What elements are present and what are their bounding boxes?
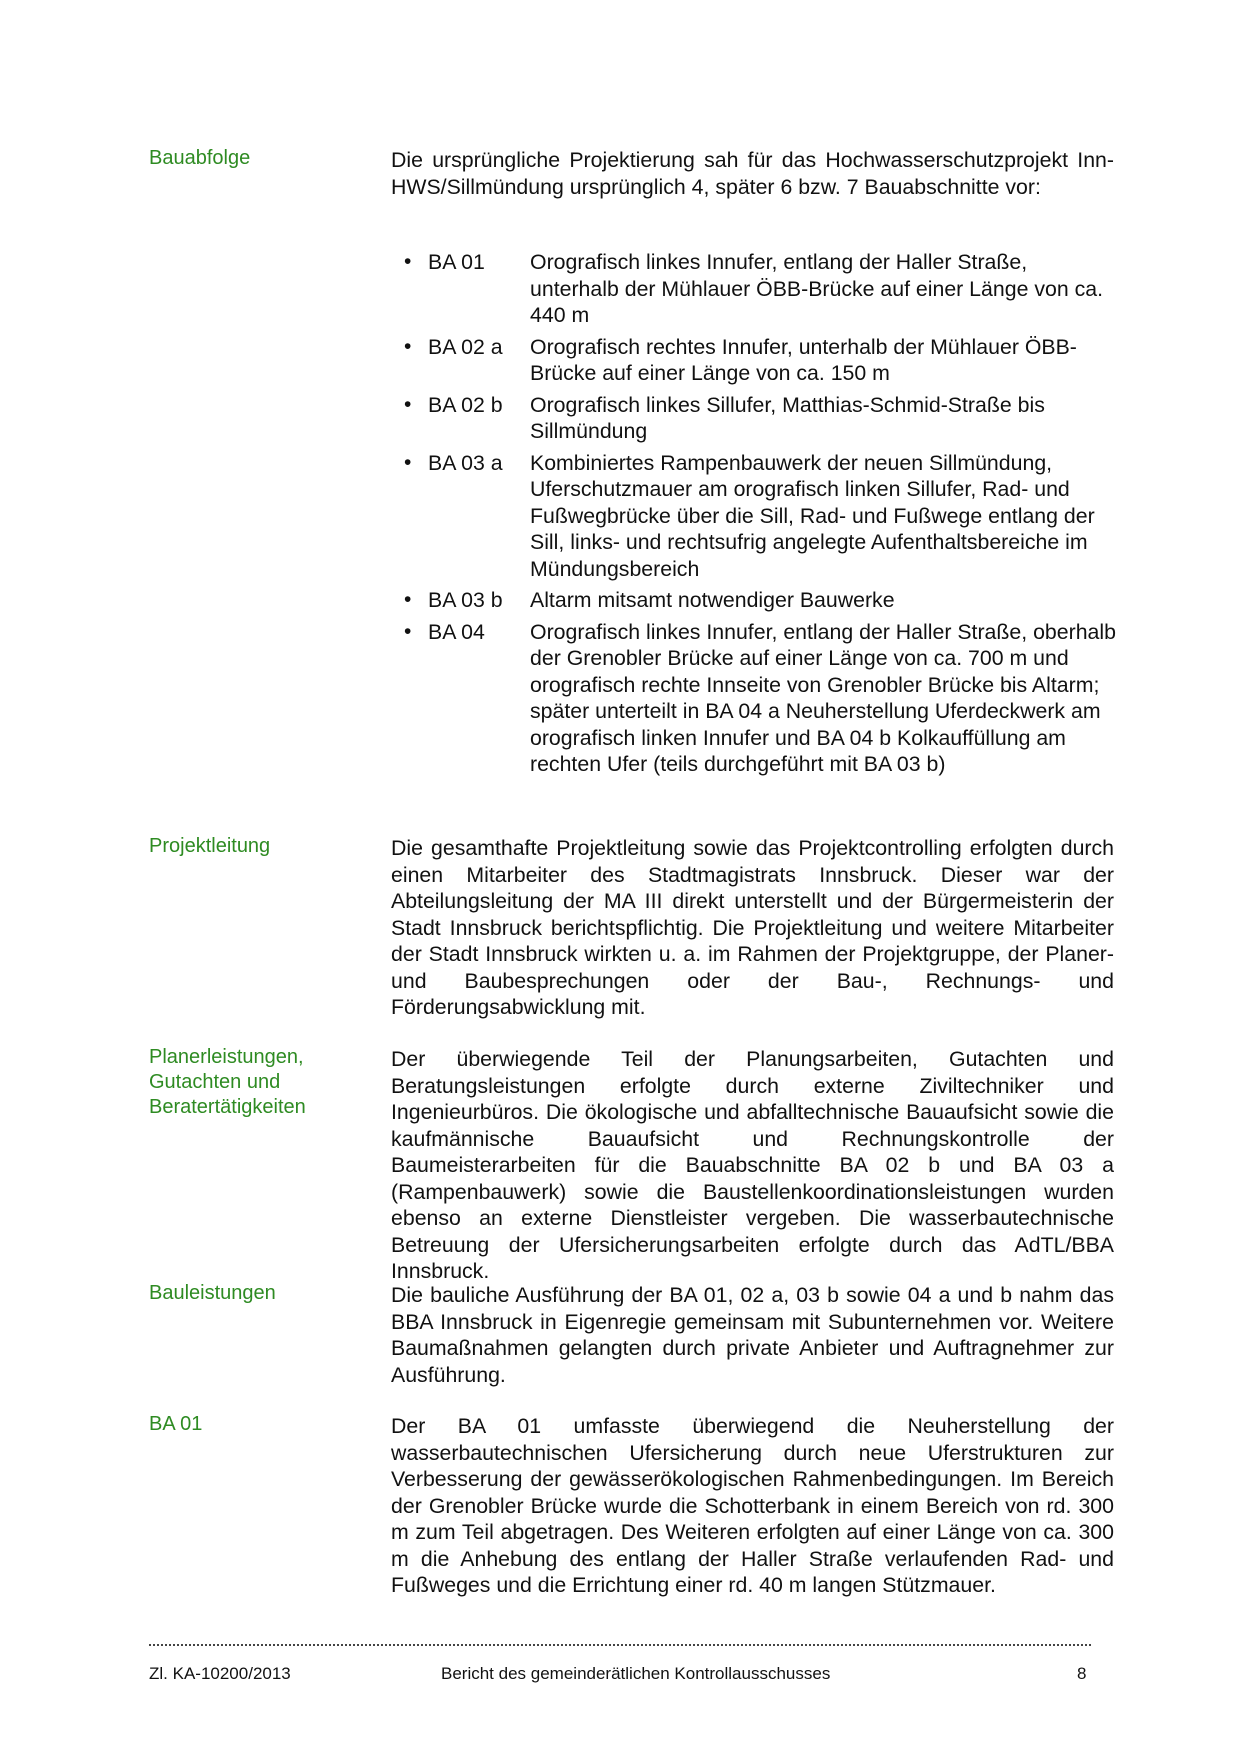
- list-item-code: BA 02 b: [428, 392, 503, 417]
- list-item-code: BA 03 b: [428, 588, 503, 612]
- bullet-icon: •: [404, 619, 412, 643]
- sidebar-label-planerleistungen: Planerleistungen, Gutachten und Beratertätigkeiten: [149, 1046, 306, 1118]
- list-item: [404, 587, 1116, 614]
- list-item-desc: Orografisch linkes Innufer, entlang der Haller Straße, oberhalb der Grenobler Brücke auf einer Länge von ca. 700 m und orografisch rechte Innseite von Grenobler Brücke bis Altarm;: [530, 619, 1116, 697]
- list-item-code: BA 03 a: [428, 450, 503, 475]
- paragraph-projektleitung: [391, 835, 1114, 1021]
- sidebar-label-bauabfolge: Bauabfolge: [149, 147, 251, 169]
- list-item: [404, 619, 1116, 778]
- paragraph-text: Der überwiegende Teil der Planungsarbeiten, Gutachten und Beratungsleistungen erfolgte durch externe Ziviltechniker und Ingenieurbüros. Die ökologische und abfalltechnische Bauaufsicht sowie die kaufmännische Bauaufsicht und Rechnungskontrolle der Baumeisterarbeiten für die Bauabschnitte BA 02 b und BA 03 a (Rampenbauwerk) sowie die Baustellenkoordinationsleistungen wurden ebenso an externe Dienstleister vergeben. Die wasserbautechnische Betreuung der Ufersicherungsarbeiten erfolgte durch das AdTL/BBA Innsbruck.: [391, 1047, 1114, 1283]
- list-item-desc-continued: später unterteilt in BA 04 a Neuherstellung Uferdeckwerk am orografisch linken Innufer und BA 04 b Kolkauffüllung am rechten Ufer (teils durchgeführt mit BA 03 b): [530, 699, 1101, 776]
- sidebar-label-projektleitung: Projektleitung: [149, 835, 271, 857]
- paragraph-text: Die bauliche Ausführung der BA 01, 02 a, 03 b sowie 04 a und b nahm das BBA Innsbruck in Eigenregie gemeinsam mit Subunternehmen vor. Weitere Baumaßnahmen gelangten durch private Anbieter und Auftragnehmer zur Ausführung.: [391, 1283, 1114, 1387]
- bullet-icon: •: [404, 334, 412, 358]
- bauabschnitte-list: [404, 249, 1116, 778]
- list-item-code: BA 04: [428, 619, 485, 644]
- paragraph-ba01: [391, 1413, 1114, 1599]
- footer-page-number: 8: [1077, 1664, 1087, 1683]
- paragraph-bauabfolge: [391, 147, 1114, 200]
- list-item-desc: Altarm mitsamt notwendiger Bauwerke: [530, 588, 895, 612]
- list-item-code: BA 02 a: [428, 334, 503, 359]
- bullet-icon: •: [404, 588, 412, 611]
- sidebar-label-bauleistungen: Bauleistungen: [149, 1282, 276, 1304]
- list-item: [404, 392, 1116, 445]
- bullet-icon: •: [404, 250, 412, 273]
- list-item-desc: Orografisch linkes Sillufer, Matthias-Schmid-Straße bis Sillmündung: [530, 392, 1045, 443]
- list-item: [404, 450, 1116, 583]
- paragraph-text: Die gesamthafte Projektleitung sowie das Projektcontrolling erfolgten durch einen Mitarbeiter des Stadtmagistrats Innsbruck. Dieser war der Abteilungsleitung der MA III direkt unterstellt und der Bürgermeisterin der Stadt Innsbruck berichtspflichtig. Die Projektleitung und weitere Mitarbeiter der Stadt Innsbruck wirkten u. a. im Rahmen der Projektgruppe, der Planer- und Baubesprechungen oder der Bau-, Rechnungs- und Förderungsabwicklung mit.: [391, 836, 1114, 1019]
- sidebar-label-ba01: BA 01: [149, 1413, 203, 1435]
- list-item: [404, 249, 1116, 329]
- bullet-icon: •: [404, 450, 412, 474]
- paragraph-planerleistungen: [391, 1046, 1114, 1285]
- list-item-code: BA 01: [428, 250, 485, 274]
- footer-reference: Zl. KA-10200/2013: [149, 1664, 291, 1683]
- list-item-desc: Orografisch linkes Innufer, entlang der Haller Straße, unterhalb der Mühlauer ÖBB-Brücke auf einer Länge von ca. 440 m: [530, 250, 1103, 327]
- footer-divider: [149, 1644, 1091, 1646]
- paragraph-bauleistungen: [391, 1282, 1114, 1388]
- footer-title: Bericht des gemeinderätlichen Kontrollausschusses: [441, 1664, 831, 1683]
- list-item-desc: Kombiniertes Rampenbauwerk der neuen Sillmündung, Uferschutzmauer am orografisch linken Sillufer, Rad- und Fußwegbrücke über die Sill, Rad- und Fußwege entlang der Sill, links- und rechtsufrig angelegte Aufenthaltsbereiche im Mündungsbereich: [530, 450, 1095, 581]
- paragraph-text: Die ursprüngliche Projektierung sah für das Hochwasserschutzprojekt Inn-HWS/Sillmündung ursprünglich 4, später 6 bzw. 7 Bauabschnitte vor:: [391, 148, 1114, 199]
- paragraph-text: Der BA 01 umfasste überwiegend die Neuherstellung der wasserbautechnischen Ufersicherung durch neue Uferstrukturen zur Verbesserung der gewässerökologischen Rahmenbedingungen. Im Bereich der Grenobler Brücke wurde die Schotterbank in einem Bereich von rd. 300 m zum Teil abgetragen. Des Weiteren erfolgten auf einer Länge von ca. 300 m die Anhebung des entlang der Haller Straße verlaufenden Rad- und Fußweges und die Errichtung einer rd. 40 m langen Stützmauer.: [391, 1414, 1114, 1597]
- bullet-icon: •: [404, 392, 412, 416]
- list-item: [404, 334, 1116, 387]
- list-item-desc: Orografisch rechtes Innufer, unterhalb der Mühlauer ÖBB-Brücke auf einer Länge von ca. 150 m: [530, 334, 1077, 385]
